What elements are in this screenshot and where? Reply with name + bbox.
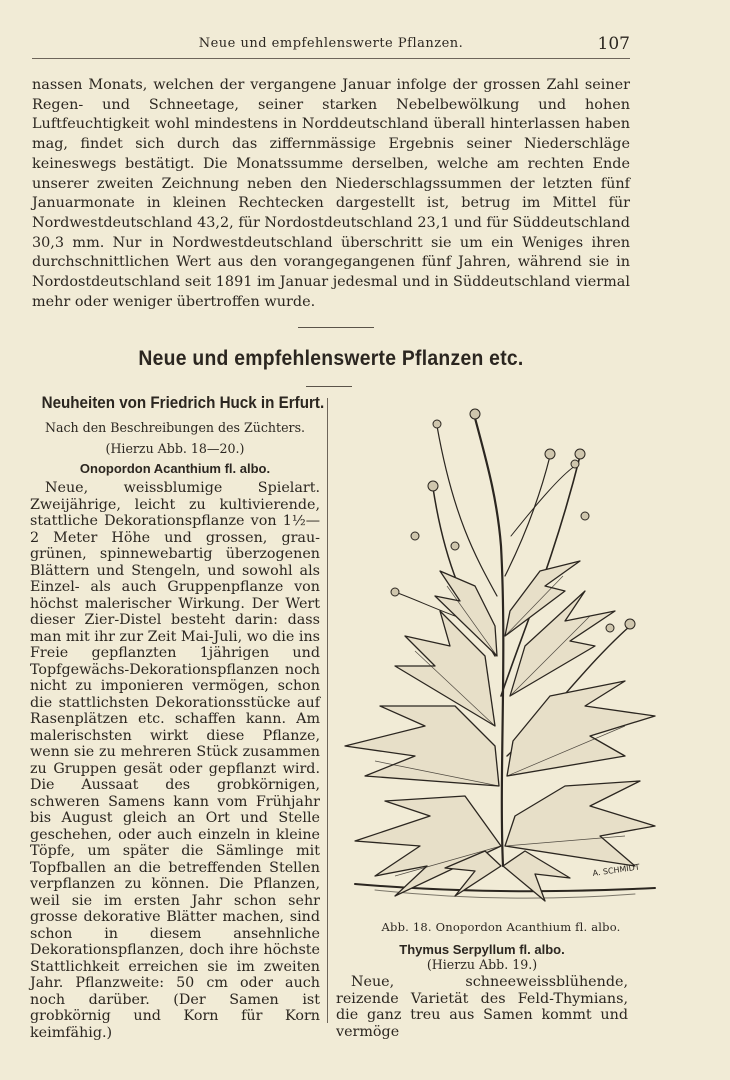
source-note: Nach den Beschreibungen des Züchters. — [44, 420, 306, 435]
plant-name-onopordon: Onopordon Acanthium fl. albo. — [79, 461, 271, 476]
thistle-illustration — [335, 396, 665, 916]
plant-description-onopordon: Neue, weissblumige Spielart. Zweijährige, leicht zu kultivierende, stattliche Dekorationspflanze von 1½—2 Meter Höhe und grossen, grau-grünen, spinnewebartig überzogenen Blättern und Stengeln, und sowohl als Einzel- als auch Gruppenpflanze von höchst malerischer Wirkung. Der Wert dieser Zier-Distel besteht darin: dass man mit ihr zur Zeit Mai-Juli, wo die ins Freie gepflanzten 1jährigen und Topfgewächs-Dekorationspflanzen noch nicht zu imponieren vermögen, schon die stattlichsten Dekorationsstücke auf Rasenplätzen etc. schaffen kann. Am malerischsten wirkt diese Pflanze, wenn sie zu mehreren Stück zusammen zu Gruppen gesät oder gepflanzt wird. Die Aussaat des grobkörnigen, schweren Samens kann vom Frühjahr bis August gleich an Ort und Stelle geschehen, oder auch einzeln in kleine Töpfe, um später die Sämlinge mit Topfballen an die betreffenden Stellen verpflanzen zu können. Die Pflanzen, weil sie im ersten Jahr schon sehr grosse dekorative Blätter machen, sind schon in diesem ansehnliche Dekorationspflanzen, doch ihre höchste Stattlichkeit erreichen sie im zweiten Jahr. Pflanzweite: 50 cm oder auch noch darüber. (Der Samen ist grobkörnig und Korn für Korn keimfähig.) — [30, 480, 320, 1041]
left-column — [30, 394, 325, 1041]
article-title: Neuheiten von Friedrich Huck in Erfurt. — [41, 394, 325, 412]
running-head — [32, 36, 630, 59]
figure-reference-thymus: (Hierzu Abb. 19.) — [426, 957, 538, 972]
column-divider — [327, 398, 328, 1023]
engraver-signature: A. SCHMIDT — [592, 862, 641, 878]
section-divider-small — [306, 386, 352, 387]
figure-caption: Abb. 18. Onopordon Acanthium fl. albo. — [381, 920, 621, 934]
intro-paragraph: nassen Monats, welchen der vergangene Januar infolge der grossen Zahl seiner Regen- und Schneetage, seiner starken Nebelbewölkung und hohen Luftfeuchtigkeit wohl mindestens in Norddeutschland überall hinterlassen haben mag, findet sich durch das ziffernmässige Ergebnis seiner Niederschläge keineswegs bestätigt. Die Monatssumme derselben, welche am rechten Ende unserer zweiten Zeichnung neben den Niederschlagssummen der letzten fünf Januarmonate in kleinen Rechtecken dargestellt ist, betrug im Mittel für Nordwestdeutschland 43,2, für Nordostdeutschland 23,1 und für Süddeutschland 30,3 mm. Nur in Nordwestdeutschland überschritt sie um ein Weniges ihren durchschnittlichen Wert aus den vorangegangenen fünf Jahren, während sie in Nordostdeutschland seit 1891 im Januar jedesmal und in Süddeutschland viermal mehr oder weniger übertroffen wurde. — [32, 77, 630, 310]
page-number: 107 — [597, 34, 630, 54]
running-title: Neue und empfehlenswerte Pflanzen. — [198, 36, 464, 51]
plant-description-thymus: Neue, schneeweissblühende, reizende Varietät des Feld-Thymians, die ganz treu aus Samen kommt und vermöge — [336, 974, 628, 1040]
section-title: Neue und empfehlenswerte Pflanzen etc. — [138, 347, 524, 370]
section-divider — [298, 327, 374, 328]
right-column-lower — [336, 942, 628, 1040]
plant-name-thymus: Thymus Serpyllum fl. albo. — [399, 942, 565, 957]
figure-reference: (Hierzu Abb. 18—20.) — [105, 441, 245, 456]
